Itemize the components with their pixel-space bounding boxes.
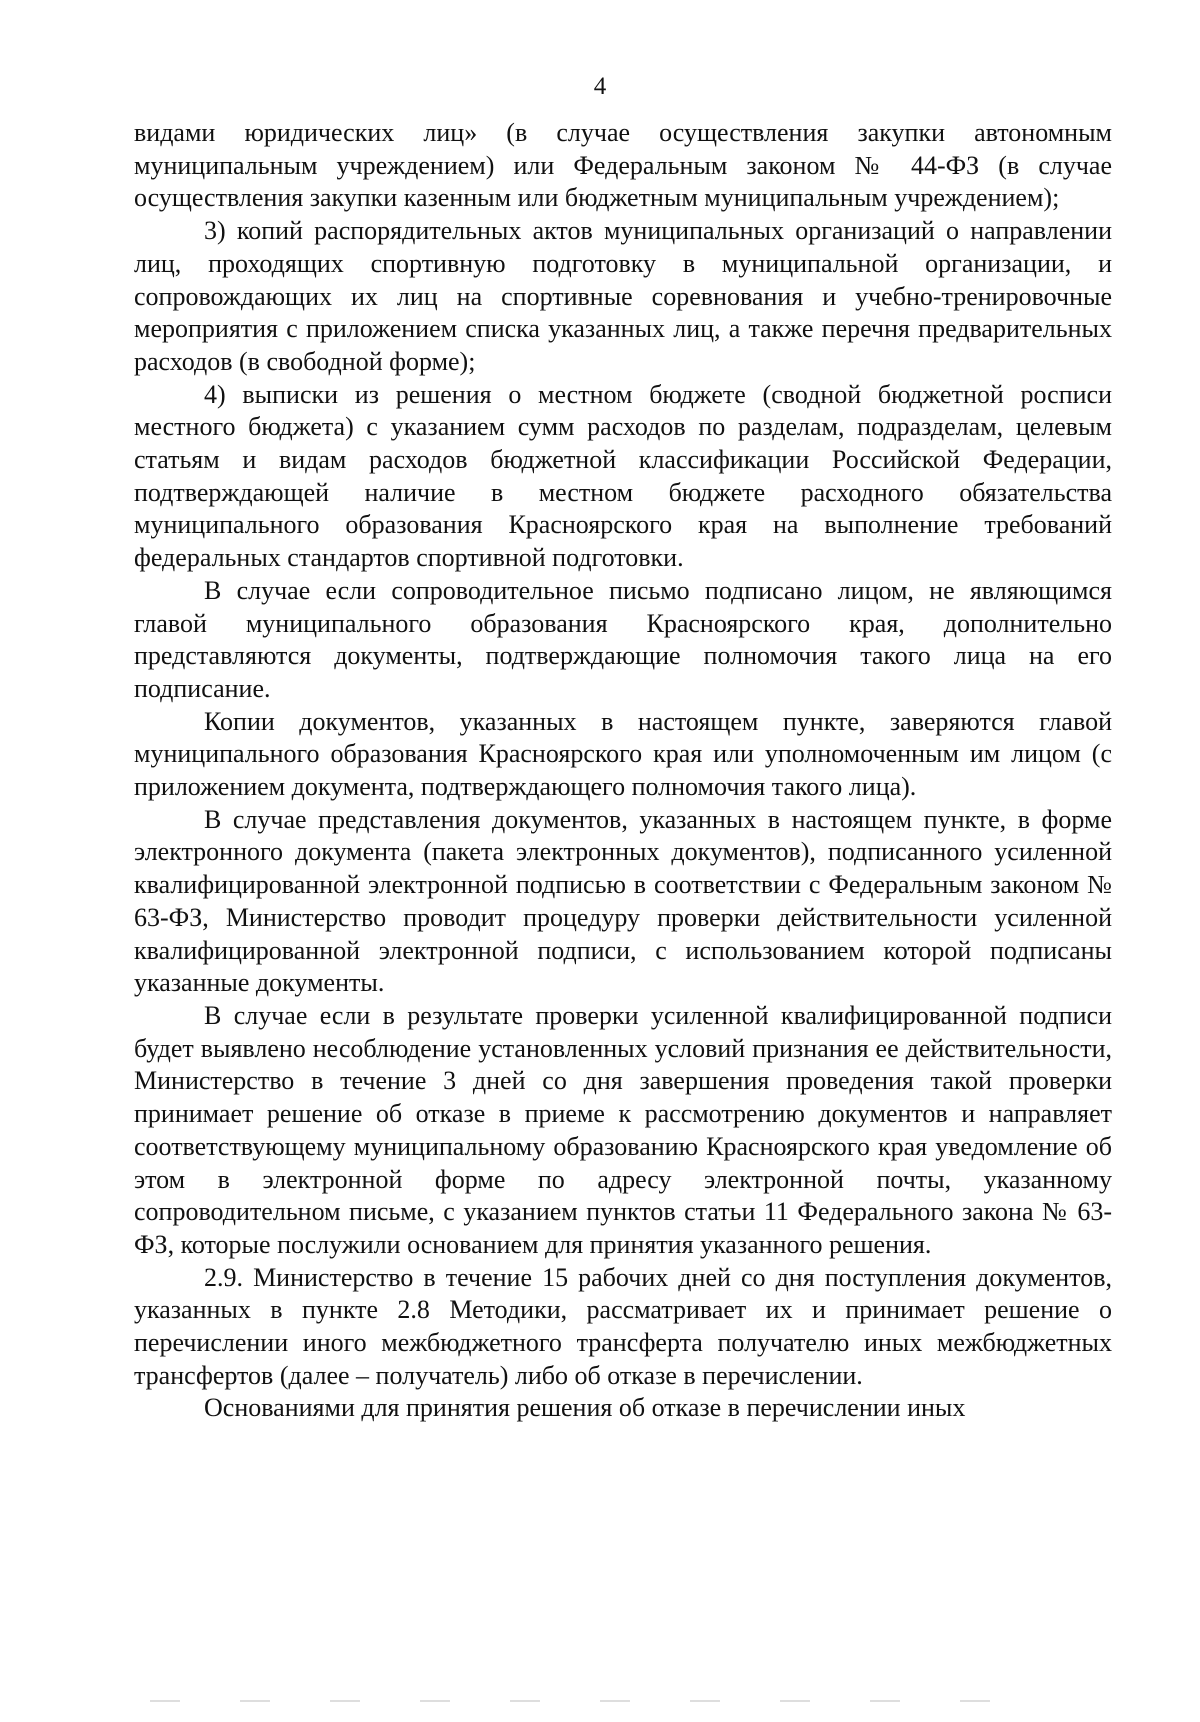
paragraph-continuation: видами юридических лиц» (в случае осуществления закупки автономным муниципальным учреждением) или Федеральным законом № 44-ФЗ (в случае осуществления закупки казенным или бюджетным муниципальным учреждением); (134, 118, 1112, 213)
document-body (134, 117, 1112, 1425)
paragraph-signed-by-other: В случае если сопроводительное письмо подписано лицом, не являющимся главой муниципального образования Красноярского края, дополнительно представляются документы, подтверждающие полномочия такого лица на его подписание. (134, 575, 1112, 703)
paragraph-item-3: 3) копий распорядительных актов муниципальных организаций о направлении лиц, проходящих спортивную подготовку в муниципальной организации, и сопровождающих их лиц на спортивные соревнования и учебно-тренировочные мероприятия с приложением списка указанных лиц, а также перечня предварительных расходов (в свободной форме); (134, 216, 1112, 376)
paragraph-certified-copies: Копии документов, указанных в настоящем пункте, заверяются главой муниципального образования Красноярского края или уполномоченным им лицом (с приложением документа, подтверждающего полномочия такого лица). (134, 706, 1112, 802)
paragraph-item-2-9: 2.9. Министерство в течение 15 рабочих дней со дня поступления документов, указанных в пункте 2.8 Методики, рассматривает их и принимает решение о перечислении иного межбюджетного трансферта получателю иных межбюджетных трансфертов (далее – получатель) либо об отказе в перечислении. (134, 1262, 1112, 1390)
paragraph-item-4: 4) выписки из решения о местном бюджете (сводной бюджетной росписи местного бюджета) с указанием сумм расходов по разделам, подразделам, целевым статьям и видам расходов бюджетной классификации Российской Федерации, подтверждающей наличие в местном бюджете расходного обязательства муниципального образования Красноярского края на выполнение требований федеральных стандартов спортивной подготовки. (134, 379, 1112, 573)
page-number: 4 (593, 73, 607, 100)
paragraph-refusal-grounds: Основаниями для принятия решения об отказе в перечислении иных (204, 1393, 966, 1423)
paragraph-electronic-form: В случае представления документов, указанных в настоящем пункте, в форме электронного документа (пакета электронных документов), подписанного усиленной квалифицированной электронной подписью в соответствии с Федеральным законом № 63-ФЗ, Министерство проводит процедуру проверки действительности усиленной квалифицированной электронной подписи, с использованием которой подписаны указанные документы. (134, 804, 1112, 998)
paragraph-signature-check: В случае если в результате проверки усиленной квалифицированной подписи будет выявлено несоблюдение установленных условий признания ее действительности, Министерство в течение 3 дней со дня завершения проведения такой проверки принимает решение об отказе в приеме к рассмотрению документов и направляет соответствующему муниципальному образованию Красноярского края уведомление об этом в электронной форме по адресу электронной почты, указанному сопроводительном письме, с указанием пунктов статьи 11 Федерального закона № 63-ФЗ, которые послужили основанием для принятия указанного решения. (134, 1000, 1112, 1259)
scan-bottom-edge-divider (150, 1700, 1050, 1702)
